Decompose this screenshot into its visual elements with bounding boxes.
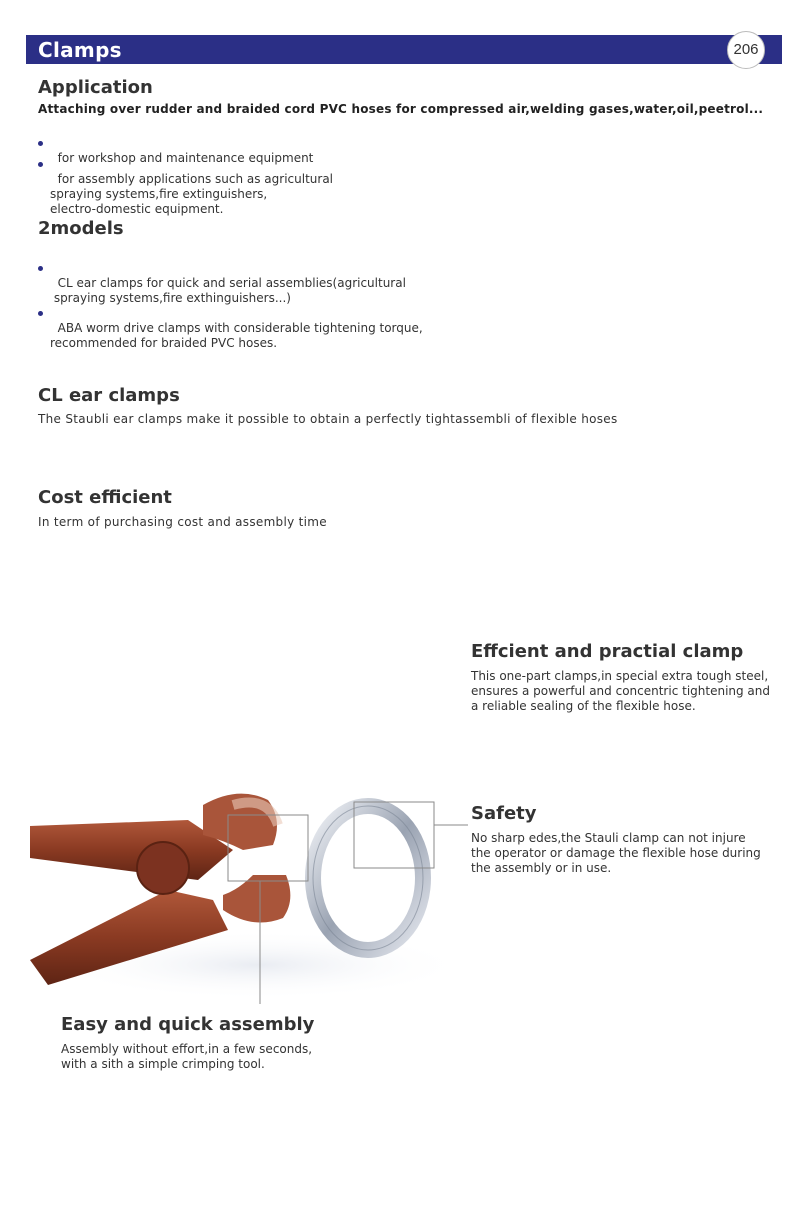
safety-heading: Safety (471, 803, 537, 824)
cl-ear-heading: CL ear clamps (38, 385, 180, 406)
models-bullet-1: CL ear clamps for quick and serial assemblies(agricultural spraying systems,fire exthinguishers...) (50, 261, 406, 306)
bullet-icon (38, 311, 43, 316)
easy-text: Assembly without effort,in a few seconds, with a sith a simple crimping tool. (61, 1042, 313, 1071)
pliers-lower-jaw (223, 875, 290, 923)
page-number: 206 (727, 31, 765, 69)
page-title: Clamps (38, 38, 122, 62)
application-bullet-1: for workshop and maintenance equipment (50, 136, 313, 166)
application-bullet-2: for assembly applications such as agricultural spraying systems,fire extinguishers, electro-domestic equipment. (50, 157, 333, 217)
cost-heading: Cost efficient (38, 487, 172, 508)
cl-ear-text: The Staubli ear clamps make it possible to obtain a perfectly tightassembli of flexible hoses (38, 412, 618, 426)
header-bar (26, 35, 782, 64)
models-heading: 2models (38, 218, 124, 239)
ear-clamp-ring (313, 806, 423, 950)
pliers-clamp-illustration (28, 780, 468, 1005)
efficient-heading: Effcient and practial clamp (471, 641, 744, 662)
bullet-icon (38, 141, 43, 146)
safety-text: No sharp edes,the Stauli clamp can not injure the operator or damage the flexible hose during the assembly or in use. (471, 831, 761, 875)
bullet-icon (38, 266, 43, 271)
application-subtitle: Attaching over rudder and braided cord PVC hoses for compressed air,welding gases,water,oil,peetrol... (38, 102, 764, 116)
application-heading: Application (38, 77, 153, 98)
easy-heading: Easy and quick assembly (61, 1014, 315, 1035)
pliers-pivot (137, 842, 189, 894)
bullet-icon (38, 162, 43, 167)
models-bullet-2: ABA worm drive clamps with considerable tightening torque, recommended for braided PVC hoses. (50, 306, 423, 351)
cost-text: In term of purchasing cost and assembly time (38, 515, 327, 529)
pliers-upper-handle (30, 820, 233, 880)
efficient-text: This one-part clamps,in special extra tough steel, ensures a powerful and concentric tightening and a reliable sealing of the flexible hose. (471, 669, 771, 713)
